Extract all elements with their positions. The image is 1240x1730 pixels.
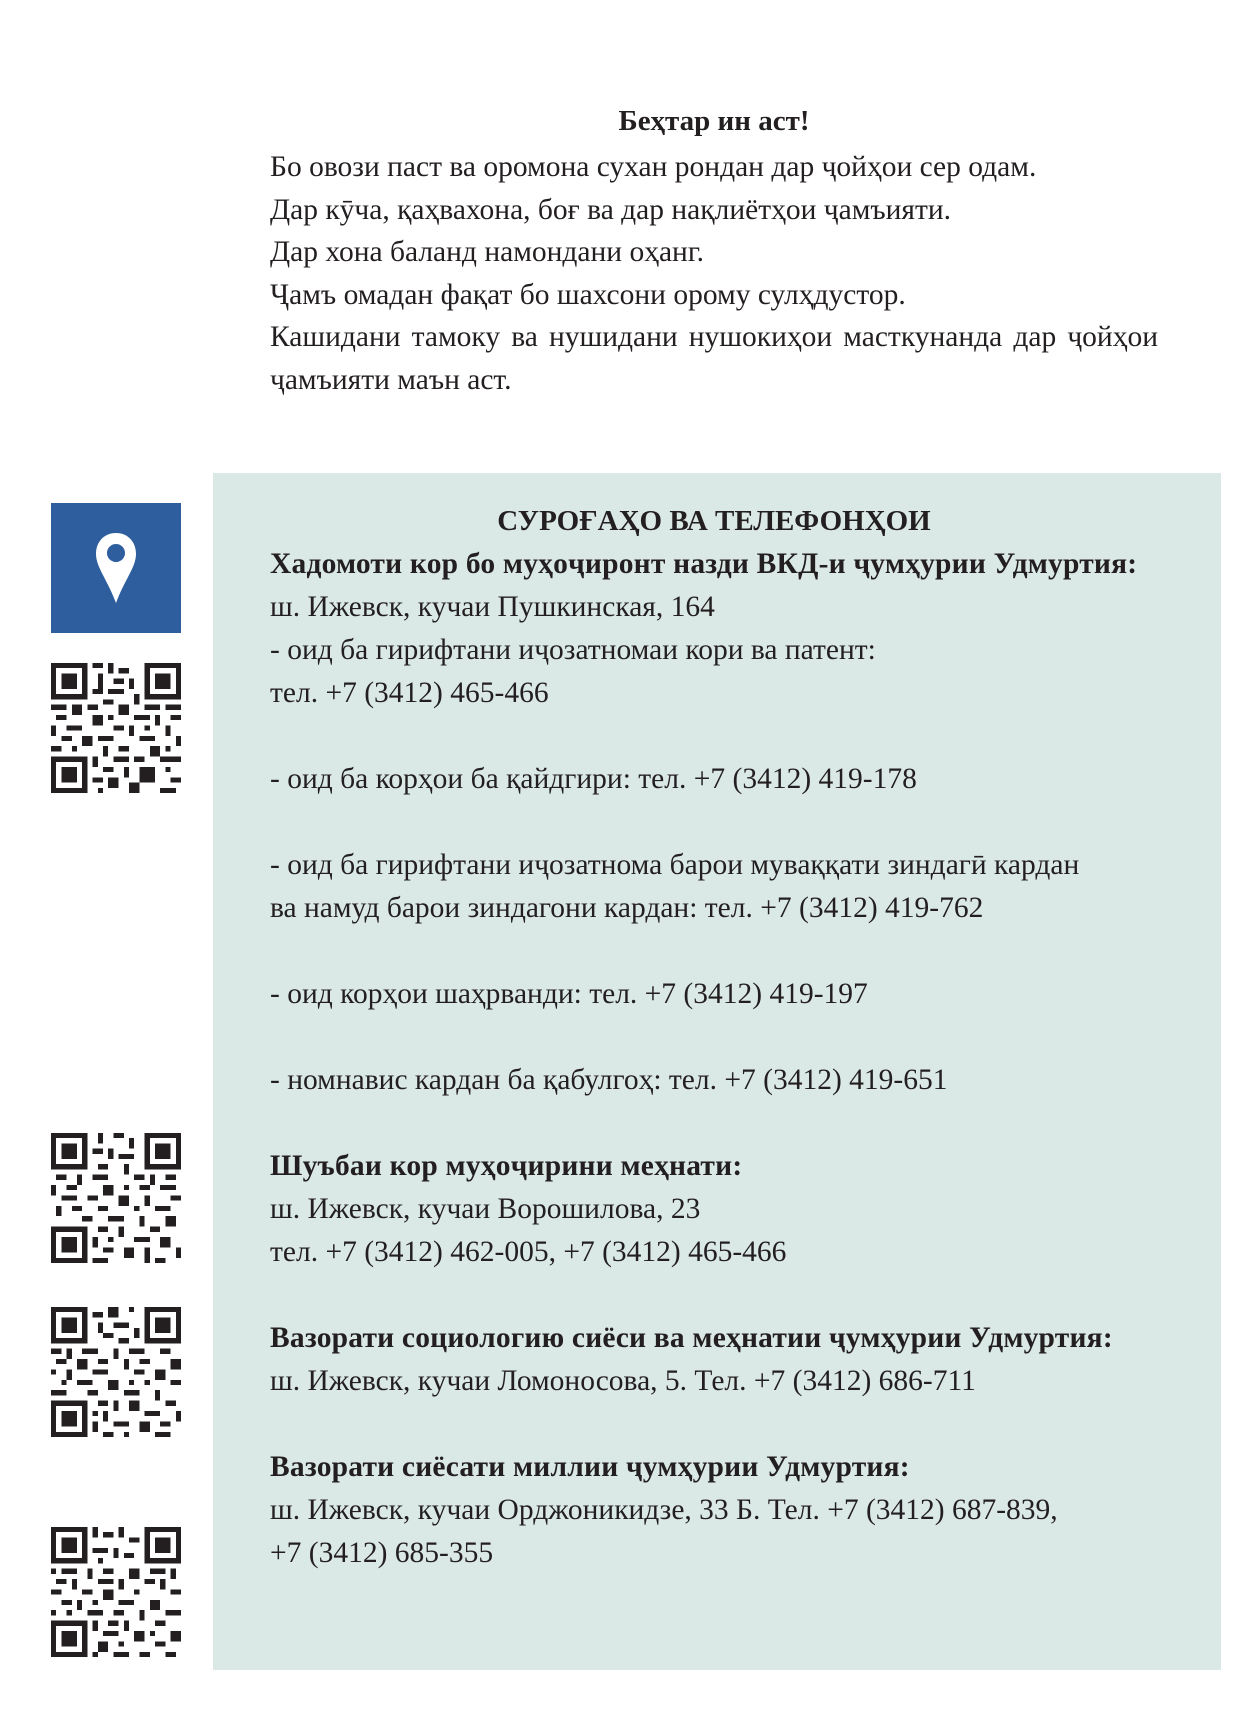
safety-line: Бо овози паст ва оромона сухан рондан дар ҷойҳои сер одам.	[270, 151, 1037, 183]
org2-phones: тел. +7 (3412) 462-005, +7 (3412) 465-466	[270, 1236, 787, 1268]
org2-address: ш. Ижевск, кучаи Ворошилова, 23	[270, 1193, 701, 1225]
safety-title: Беҳтар ин аст!	[618, 105, 810, 137]
spacer	[270, 801, 1158, 844]
contacts-title: СУРОҒАҲО ВА ТЕЛЕФОНҲОИ	[497, 505, 931, 537]
org3-name: Вазорати социологию сиёси ва меҳнатии ҷумҳурии Удмуртия:	[270, 1322, 1113, 1354]
spacer	[270, 715, 1158, 758]
org1-registration: - оид ба корҳои ба қайдгири: тел. +7 (3412) 419-178	[270, 763, 917, 795]
org4-name: Вазорати сиёсати миллии ҷумҳурии Удмуртия:	[270, 1451, 910, 1483]
org1-appointment: - номнавис кардан ба қабулгоҳ: тел. +7 (3412) 419-651	[270, 1064, 948, 1096]
spacer	[270, 1016, 1158, 1059]
safety-line: Дар хона баланд намондани оҳанг.	[270, 236, 704, 268]
org1-residence: - оид ба гирифтани иҷозатнома барои муваққати зиндагӣ кардан	[270, 849, 1080, 881]
org1-residence: ва намуд барои зиндагони кардан: тел. +7 (3412) 419-762	[270, 892, 984, 924]
qr-code-icon	[51, 1307, 181, 1437]
spacer	[270, 930, 1158, 973]
qr-code-icon	[51, 1133, 181, 1263]
qr-code-icon	[51, 663, 181, 793]
org4-address: +7 (3412) 685-355	[270, 1537, 494, 1569]
org1-permit-label: - оид ба гирифтани иҷозатномаи кори ва патент:	[270, 634, 876, 666]
qr-code-icon	[51, 1527, 181, 1657]
safety-line: Дар кӯча, қаҳвахона, боғ ва дар нақлиётҳои ҷамъияти.	[270, 193, 952, 226]
spacer	[270, 1274, 1158, 1317]
location-pin-icon	[94, 531, 138, 605]
spacer	[270, 1403, 1158, 1446]
spacer	[270, 1102, 1158, 1145]
org2-name: Шуъбаи кор муҳоҷирини меҳнати:	[270, 1150, 743, 1182]
location-pin-icon	[51, 503, 181, 633]
org1-permit-phone: тел. +7 (3412) 465-466	[270, 677, 549, 709]
safety-line: Ҷамъ омадан фақат бо шахсони орому сулҳдустор.	[270, 278, 906, 311]
org1-name: Хадомоти кор бо муҳоҷиронт назди ВКД-и ҷумҳурии Удмуртия:	[270, 548, 1138, 580]
safety-line: Кашидани тамоку ва нушидани нушокиҳои масткунанда дар ҷойҳои ҷамъияти маън аст.	[270, 321, 1158, 396]
org4-address: ш. Ижевск, кучаи Орджоникидзе, 33 Б. Тел. +7 (3412) 687-839,	[270, 1494, 1058, 1526]
contacts-section	[270, 500, 1158, 1575]
org1-address: ш. Ижевск, кучаи Пушкинская, 164	[270, 591, 715, 623]
org3-address: ш. Ижевск, кучаи Ломоносова, 5. Тел. +7 (3412) 686-711	[270, 1365, 976, 1397]
safety-section	[270, 100, 1158, 401]
org1-citizenship: - оид корҳои шаҳрванди: тел. +7 (3412) 419-197	[270, 978, 868, 1010]
